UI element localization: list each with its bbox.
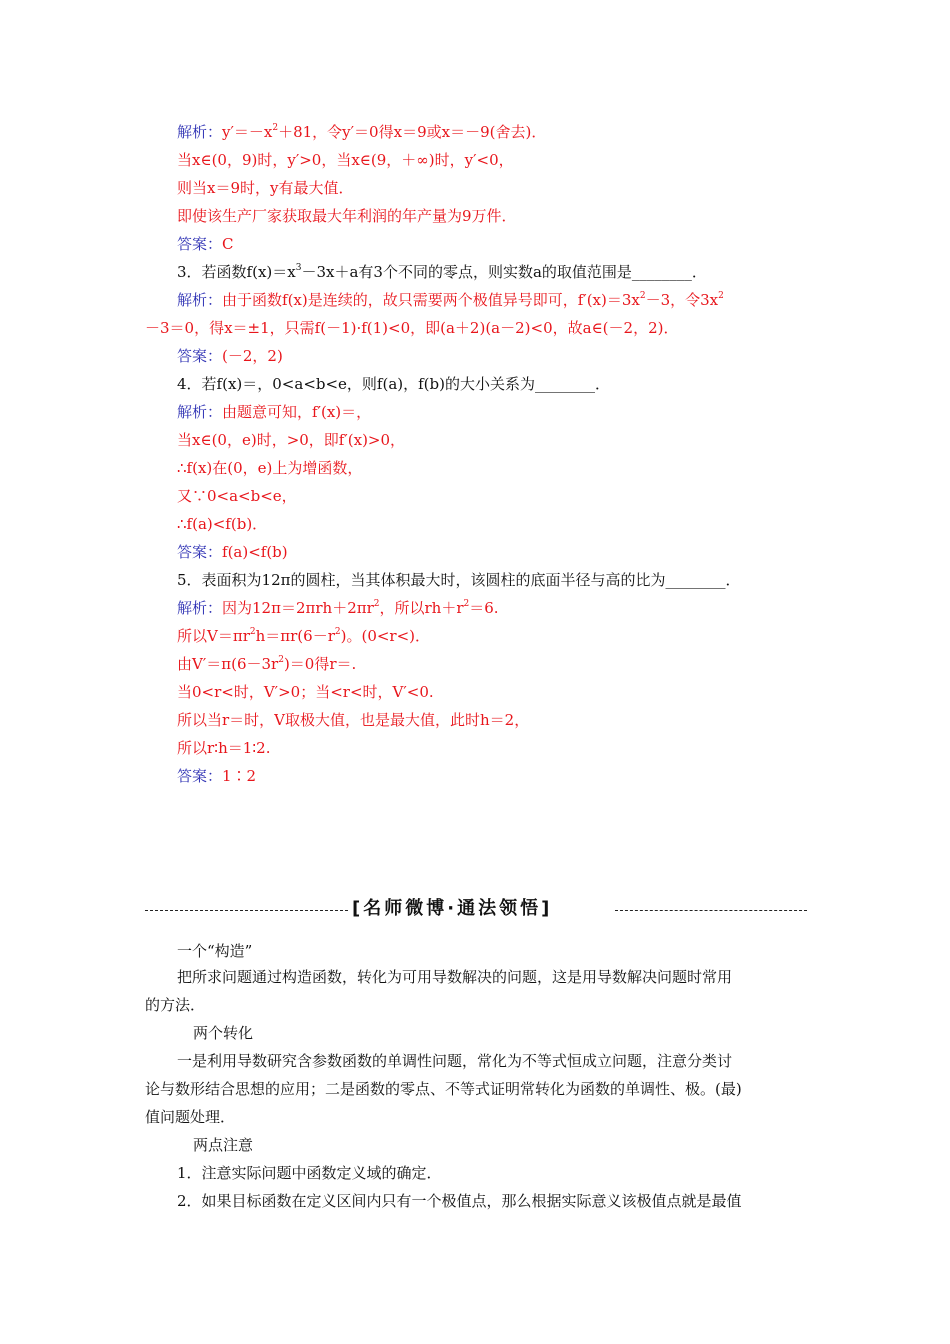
summary-paragraph-2-line-3: 值问题处理． [145, 1108, 236, 1126]
summary-paragraph-1-line-1: 把所求问题通过构造函数，转化为可用导数解决的问题，这是用导数解决问题时常用 [177, 968, 733, 986]
answer-4: 答案：f(a)<f(b) [177, 543, 288, 561]
solution-line-1: 解析：$y'=-x^2+81$，令y′＝0得x＝9或x＝－9(舍去)． [177, 123, 547, 141]
banner-divider-right [615, 910, 807, 911]
solution-3-line-2: －3＝0，得x＝±1，只需f(－1)·f(1)<0，即(a＋2)(a－2)<0，故a∈(－2，2)． [145, 319, 679, 337]
summary-paragraph-1-line-2: 的方法． [145, 996, 206, 1014]
solution-label: 解析： [177, 403, 223, 421]
solution-line-2: 当x∈(0，9)时，y′>0，当x∈(9，＋∞)时，y′<0， [177, 151, 514, 169]
solution-label: 解析： [177, 599, 223, 617]
question-3: 3．若函数$f(x)=x^3-3x+a$有3个不同的零点，则实数a的取值范围是________． [177, 263, 707, 281]
solution-4-line-2: 当x∈(0，e)时，>0，即f′(x)>0， [177, 431, 406, 449]
summary-note-2: 2．如果目标函数在定义区间内只有一个极值点，那么根据实际意义该极值点就是最值 [177, 1192, 742, 1210]
solution-5-line-2: 所以$V=\pi r^2h=\pi r(6-r^2)$。(0<r<)． [177, 627, 431, 645]
answer-label: 答案： [177, 235, 223, 253]
answer-line: 答案：C [177, 235, 234, 253]
solution-4-line-4: 又∵0<a<b<e， [177, 487, 297, 505]
solution-4-line-3: ∴f(x)在(0，e)上为增函数， [177, 459, 363, 477]
solution-5-line-3: 由$V'=\pi(6-3r^2)=0$得r＝. [177, 655, 357, 673]
answer-3: 答案：(－2，2) [177, 347, 283, 365]
summary-paragraph-2-line-2: 论与数形结合思想的应用；二是函数的零点、不等式证明常转化为函数的单调性、极。(最) [145, 1080, 742, 1098]
solution-label: 解析： [177, 123, 223, 141]
summary-heading-1: 一个“构造” [177, 942, 253, 960]
banner-title: [名师微博·通法领悟] [352, 898, 553, 919]
answer-5: 答案：1∶2 [177, 767, 257, 785]
question-5: 5．表面积为12π的圆柱，当其体积最大时，该圆柱的底面半径与高的比为________． [177, 571, 741, 589]
solution-5-line-6: 所以r∶h＝1∶2. [177, 739, 271, 757]
section-banner [145, 897, 807, 921]
solution-line-3: 则当x＝9时，y有最大值． [177, 179, 354, 197]
solution-5-line-5: 所以当r＝时，V取极大值，也是最大值，此时h＝2， [177, 711, 530, 729]
summary-paragraph-2-line-1: 一是利用导数研究含参数函数的单调性问题，常化为不等式恒成立问题，注意分类讨 [177, 1052, 733, 1070]
solution-5-line-4: 当0<r<时，V′>0；当<r<时，V′<0. [177, 683, 434, 701]
solution-3-line-1: 解析：由于函数f(x)是连续的，故只需要两个极值异号即可，$f'(x)=3x^2-3$，令$3x^2$ [177, 291, 724, 309]
banner-divider-left [145, 910, 348, 911]
solution-4-line-5: ∴f(a)<f(b)． [177, 515, 268, 533]
solution-5-line-1: 解析：因为$12\pi=2\pi rh+2\pi r^2$，所以$rh+r^2=6$. [177, 599, 499, 617]
summary-heading-2: 两个转化 [193, 1024, 254, 1042]
answer-label: 答案： [177, 347, 223, 365]
answer-label: 答案： [177, 767, 223, 785]
solution-4-line-1: 解析：由题意可知，f′(x)＝， [177, 403, 372, 421]
summary-heading-3: 两点注意 [193, 1136, 254, 1154]
solution-label: 解析： [177, 291, 223, 309]
answer-label: 答案： [177, 543, 223, 561]
summary-note-1: 1．注意实际问题中函数定义域的确定． [177, 1164, 442, 1182]
solution-line-4: 即使该生产厂家获取最大年利润的年产量为9万件． [177, 207, 517, 225]
question-4: 4．若f(x)＝，0<a<b<e，则f(a)，f(b)的大小关系为________． [177, 375, 610, 393]
